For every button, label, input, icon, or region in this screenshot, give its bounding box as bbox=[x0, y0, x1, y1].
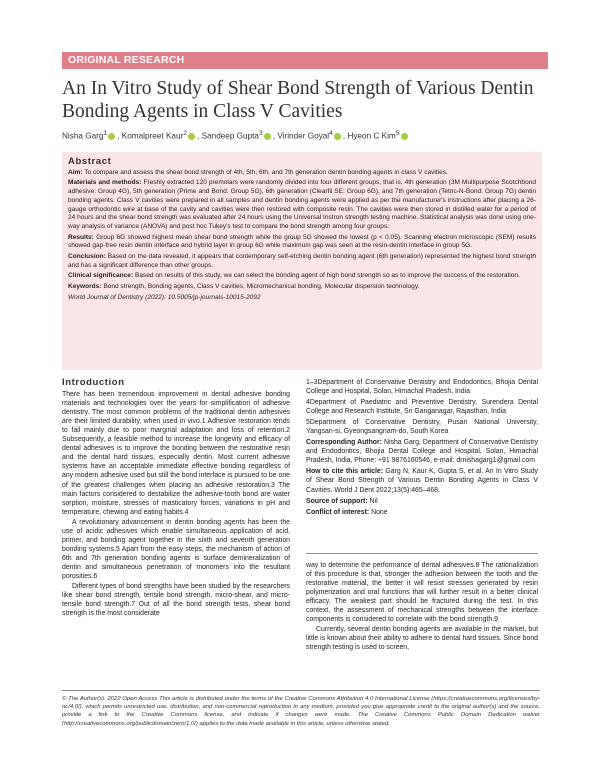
support-text: Nil bbox=[369, 497, 378, 505]
conflict-label: Conflict of interest: bbox=[306, 508, 370, 516]
orcid-icon[interactable] bbox=[188, 133, 195, 140]
author-affiliation-number: 2 bbox=[183, 130, 188, 137]
support-label: Source of support: bbox=[306, 497, 368, 505]
abstract-keywords bbox=[68, 283, 536, 292]
abstract-conclusion bbox=[68, 253, 536, 270]
intro-paragraph-5: Currently, several dentin bonding agents are available in the market, but little is known about their ability to adhere to dental hard tissues. Since bond strength testing is used to screen, bbox=[306, 626, 538, 652]
intro-paragraph-3: Different types of bond strengths have been studied by the researchers like shear bond strength, tensile bond strength, micro-shear, and micro-tensile bond strength.7 Out of all the bond strength tests, shear bond strength is the most considerate bbox=[62, 583, 290, 618]
introduction-column bbox=[62, 378, 290, 619]
author-name: Virinder Goyal bbox=[277, 131, 330, 141]
intro-paragraph-1: There has been tremendous improvement in dental adhesive bonding materials and technologies over the years for simplification of adhesive dentistry. The most common problems of the traditional dentin adhesives are their limited durability, when used in vivo.1 Adhesive restoration tends to fail mainly due to poor marginal adaptation and loss of retention.2 Subsequently, a feasible method to increase the longevity and efficacy of dental adhesives is to improve the bonding between the restorative resin and the dental hard tissues, especially dentin. Most current adhesive systems have an acceptable immediate effective bonding regardless of any modern adhesive used but still the bond interface is pursued to be one of the greatest challenges when placing an adhesive restoration.3 The main factors considered to destabilize the adhesive-tooth bond are water sorption, moisture, stresses of masticatory forces, variations in pH and temperature, chewing and eating habits.4 bbox=[62, 391, 290, 516]
how-to-cite bbox=[306, 467, 538, 494]
journal-citation bbox=[68, 294, 536, 303]
intro-paragraph-4: way to determine the performance of dental adhesives.8 The rationalization of this procedure is that, stronger the adhesion between the tooth and the restorative material, the better it will resist stresses generated by resin polymerization and oral functions that will further result in a better clinical efficacy. The weakest part should be fractured during the test. In this context, the assessment of mechanical strengths between the interface components is considered to correlate with the bond strength.9 bbox=[306, 562, 538, 624]
methods-label: Materials and methods: bbox=[68, 179, 142, 187]
journal-doi: World Journal of Dentistry (2022): 10.5005/jp-journals-10015-2092 bbox=[68, 293, 261, 301]
conclusion-text: Based on the data revealed, it appears that contemporary self-etching dentin bonding agent (6th generation) represented the highest bond strength and has a significant difference than other groups. bbox=[68, 253, 536, 269]
article-type-banner: ORIGINAL RESEARCH bbox=[62, 52, 548, 69]
results-text: Group 6G showed highest mean shear bond strength while the group 5G showed the lowest (p < 0.05). Scanning electron microscopic (SEM) results showed gap-free resin dentin interface and hybrid layer in group 6G while maximum gap was seen at the resin-dentin interface in group 5G. bbox=[68, 233, 537, 250]
affiliation-1: 1–3Department of Conservative Dentistry and Endodontics, Bhojia Dental College and Hospital, Solan, Himachal Pradesh, India bbox=[306, 379, 538, 396]
author-affiliation-number: 5 bbox=[395, 130, 400, 137]
abstract-methods bbox=[68, 179, 536, 231]
clinical-text: Based on results of this study, we can select the bonding agent of high bond strength so as to improve the success of the restoration. bbox=[134, 272, 520, 280]
aim-label: Aim: bbox=[68, 168, 83, 176]
results-label: Results: bbox=[68, 233, 94, 241]
keywords-label: Keywords: bbox=[68, 283, 102, 291]
methods-text: Freshly extracted 120 premolars were randomly divided into four different groups, that is, 4th generation (3M Multipurpose Scotchbond adhesive: Group 4G), 5th generation (Prime and Bond: Group 5G), 6th generation (Clearfil SE: Group 6G), and 7th generation (Tetric-N-Bond: Group 7G) dentin bonding agents. Class V cavities were prepared in all samples and dentin bonding agents were applied as per the manufacturer's instructions after placing a 26-gauge orthodontic wire at base of the cavity and cavities were then restored with composite resin. The cavities were then stored in distilled water for a period of 24 hours and the shear bond strength was evaluated after 24 hours using the Universal Instron strength testing machine. Statistical analysis was done using one-way analysis of variance (ANOVA) and post hoc Tukey's test to compare the bond strength among four groups. bbox=[68, 179, 536, 230]
clinical-label: Clinical significance: bbox=[68, 272, 134, 280]
source-of-support bbox=[306, 497, 538, 506]
conclusion-label: Conclusion: bbox=[68, 253, 106, 261]
introduction-heading: Introduction bbox=[62, 377, 125, 388]
author-name: Komalpreet Kaur bbox=[121, 131, 184, 141]
orcid-icon[interactable] bbox=[108, 133, 115, 140]
abstract-box bbox=[62, 152, 542, 370]
corr-label: Corresponding Author: bbox=[306, 439, 382, 447]
abstract-results bbox=[68, 234, 536, 251]
column-divider-rule bbox=[306, 553, 538, 554]
intro-paragraph-2: A revolutionary advancement in dentin bonding agents has been the use of acidic adhesives which enable simultaneous application of acid, primer, and bonding agent together in the sixth and seventh generation bonding systems.5 Apart from the easy steps, the mechanism of action of 6th and 7th generation bonding agents is surface demineralization of dentin and simultaneous penetration of monomers into the resultant porosities.6 bbox=[62, 518, 290, 580]
corr-text: Nisha Garg, Department of Conservative Dentistry and Endodontics, Bhojia Dental College and Hospital, Solan, Himachal Pradesh, India, Phone: +91 9876160546, e-mail: drnishagarg1@gmail.com bbox=[306, 439, 538, 465]
author-affiliation-number: 4 bbox=[329, 130, 333, 137]
orcid-icon[interactable] bbox=[401, 133, 408, 140]
abstract-clinical bbox=[68, 272, 536, 281]
author-name: Hyeon C Kim bbox=[347, 131, 396, 141]
conflict-text: None bbox=[371, 508, 388, 516]
author-list: Nisha Garg$^1$ , Komalpreet Kaur$^2$ , Sandeep Gupta$^3$ , Virinder Goyal$^4$ , Hyeon C Kim$^5$ bbox=[62, 128, 542, 143]
license-footer: © The Author(s). 2022 Open Access This article is distributed under the terms of the Creative Commons Attribution 4.0 International License (https://creativecommons.org/licenses/by-nc/4.0/), which permits unrestricted use, distribution, and non-commercial reproduction in any medium, provided you give appropriate credit to the original author(s) and the source, provide a link to the Creative Commons license, and indicate if changes were made. The Creative Commons Public Domain Dedication waiver (http://creativecommons.org/publicdomain/zero/1.0/) applies to the data made available in this article, unless otherwise stated. bbox=[62, 690, 540, 728]
introduction-continued-column bbox=[306, 561, 538, 653]
corresponding-author bbox=[306, 438, 538, 465]
author-affiliation-number: 1 bbox=[103, 130, 108, 137]
orcid-icon[interactable] bbox=[334, 133, 341, 140]
author-affiliation-number: 3 bbox=[259, 130, 263, 137]
affiliations-column bbox=[306, 378, 538, 519]
affiliation-2: 4Department of Paediatric and Preventive Dentistry, Surendera Dental College and Research Institute, Sri Ganganagar, Rajasthan, India bbox=[306, 399, 538, 416]
cite-label: How to cite this article: bbox=[306, 468, 384, 476]
affiliation-3: 5Department of Conservative Dentistry, Pusan National University, Yangsan-si, Gyeongsangnam-do, South Korea bbox=[306, 419, 538, 436]
cite-text: Garg N, Kaur K, Gupta S, et al. An In Vitro Study of Shear Bond Strength of Various Dentin Bonding Agents in Class V Cavities. World J Dent 2022;13(5):465–468. bbox=[306, 468, 538, 494]
aim-text: To compare and assess the shear bond strength of 4th, 5th, 6th, and 7th generation dentin bonding agents in class V cavities. bbox=[84, 168, 448, 176]
author-name: Nisha Garg bbox=[62, 131, 104, 141]
author-name: Sandeep Gupta bbox=[201, 131, 259, 141]
abstract-aim bbox=[68, 169, 536, 178]
article-title: An In Vitro Study of Shear Bond Strength of Various Dentin Bonding Agents in Class V Cavities bbox=[62, 78, 534, 122]
keywords-text: Bond strength, Bonding agents, Class V cavities, Micromechanical bonding, Molecular dispersion technology. bbox=[103, 283, 420, 291]
abstract-heading: Abstract bbox=[68, 156, 112, 167]
conflict-of-interest bbox=[306, 508, 538, 517]
orcid-icon[interactable] bbox=[264, 133, 271, 140]
